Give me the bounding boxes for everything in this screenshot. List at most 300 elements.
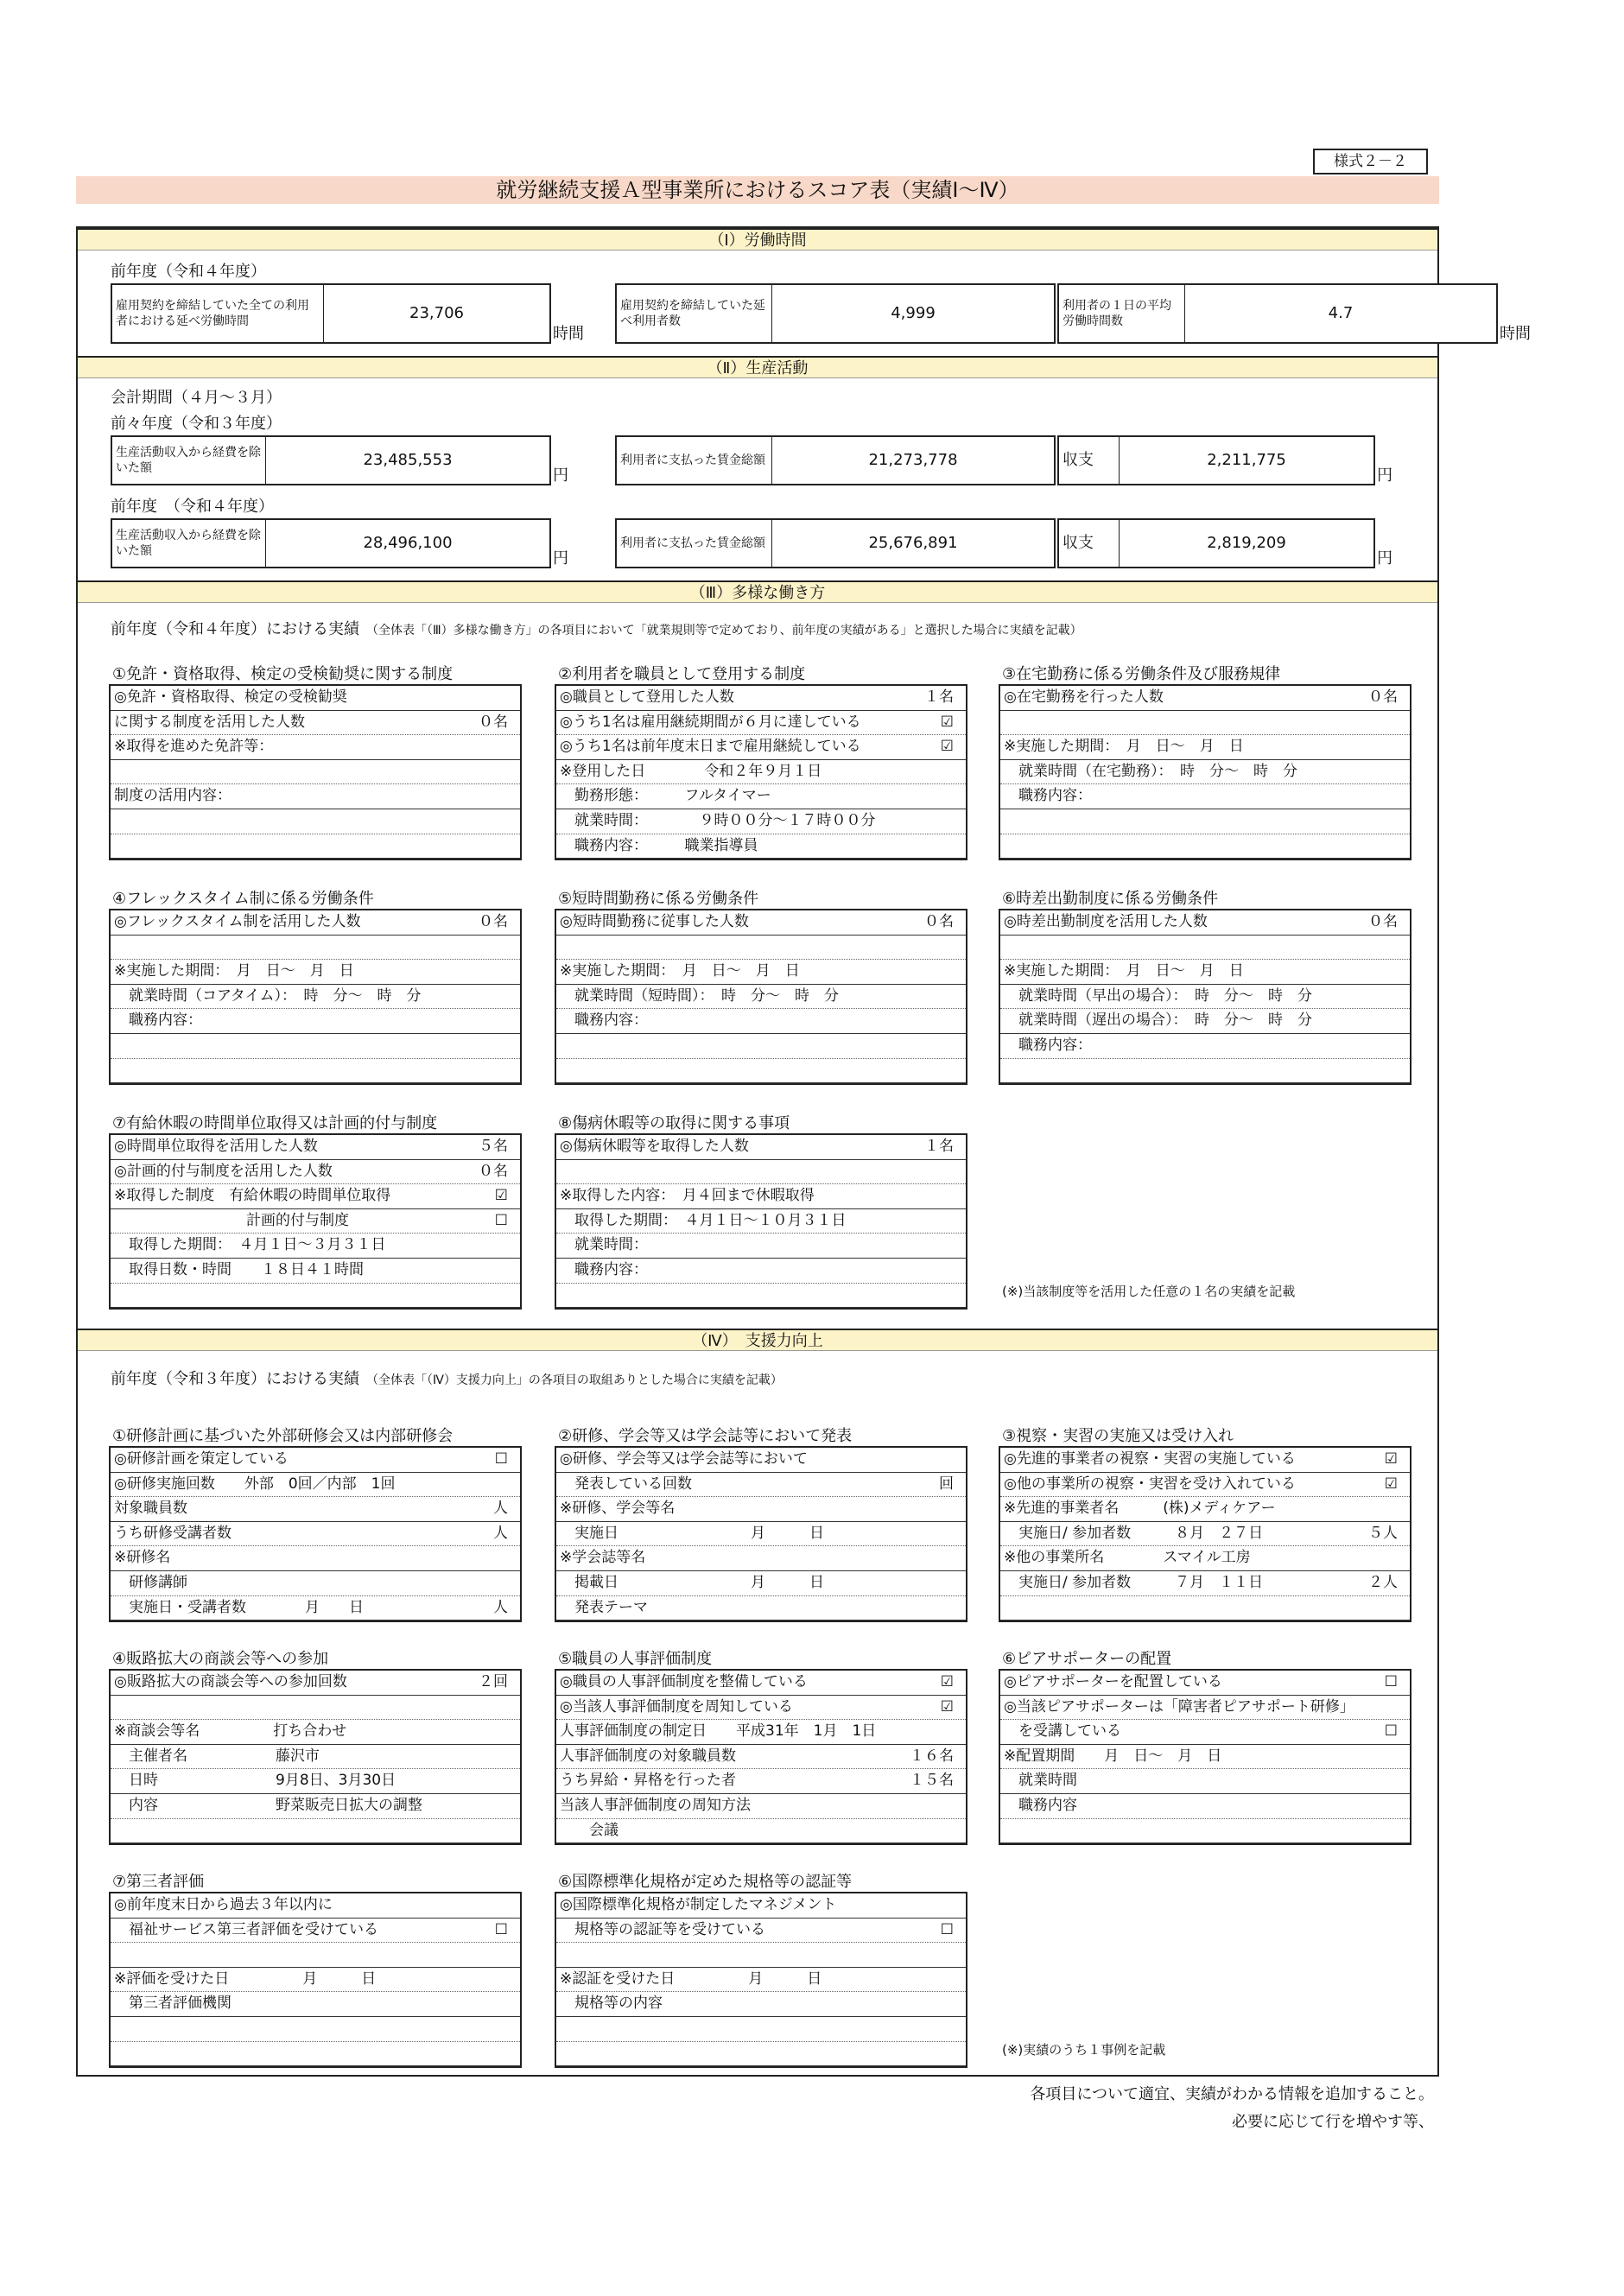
block-row-value: ☐: [1384, 1722, 1398, 1741]
footer-line-2: 必要に応じて行を増やす等、: [1232, 2113, 1434, 2131]
block-row: [1000, 1571, 1410, 1596]
unit-label: 円: [553, 466, 568, 485]
block-row-text: 就業時間：: [560, 1236, 648, 1254]
block-row-text: 人事評価制度の制定日 平成31年 1月 1日: [560, 1722, 877, 1741]
block-row-text: ◎うち1名は前年度末日まで雇用継続している: [560, 738, 861, 756]
block-title: ⑦第三者評価: [112, 1873, 205, 1891]
block-row: [111, 1009, 520, 1034]
value-box-value: 4,999: [891, 304, 936, 322]
block-row: [1000, 910, 1410, 936]
block-row-value: ０名: [479, 713, 508, 731]
block-row-text: ※評価を受けた日 月 日: [114, 1969, 377, 1988]
block-row-text: ◎職員として登用した人数: [560, 688, 734, 706]
value-box-value: 21,273,778: [868, 451, 958, 469]
block-row-value: ☑: [940, 1673, 954, 1690]
block-row-text: ※取得した制度 有給休暇の時間単位取得: [114, 1187, 391, 1205]
block-row: [556, 1522, 966, 1547]
block-row-value: ☐: [1384, 1673, 1398, 1690]
value-box-label: 雇用契約を締結していた全ての利用者における延べ労働時間: [112, 285, 324, 342]
block-row-text: ※学会誌等名: [560, 1549, 646, 1567]
block-row: [1000, 1497, 1410, 1522]
block-row-text: 取得した期間： ４月１日～３月３１日: [114, 1236, 386, 1254]
block-row-text: 日時 9月8日、3月30日: [114, 1772, 396, 1790]
block-row-text: うち昇給・昇格を行った者: [560, 1772, 736, 1790]
block-row: [111, 936, 520, 961]
block-row: [1000, 1473, 1410, 1498]
block-row: [556, 1135, 966, 1160]
block-row-value: ２回: [479, 1673, 508, 1690]
block-row: [111, 1893, 520, 1919]
block-row: [111, 1135, 520, 1160]
block-row: [556, 735, 966, 760]
block-title: ①免許・資格取得、検定の受検勧奨に関する制度: [112, 665, 454, 683]
block-row: [556, 910, 966, 936]
block-row-text: 職務内容：: [1004, 1037, 1092, 1054]
block-row: [1000, 1794, 1410, 1819]
block-row: [556, 686, 966, 711]
block-row-text: ◎研修、学会等又は学会誌等において: [560, 1450, 808, 1468]
block-row-text: 当該人事評価制度の周知方法: [560, 1797, 751, 1814]
block-row-text: ※実施した期間： 月 日～ 月 日: [1004, 962, 1244, 980]
block-row-value: ☑: [940, 738, 954, 756]
block-row-text: ◎フレックスタイム制を活用した人数: [114, 913, 361, 930]
block-row-value: ５名: [479, 1138, 508, 1155]
block-row: [556, 1034, 966, 1059]
value-box-value: 23,485,553: [363, 451, 453, 469]
block-row-text: ◎他の事業所の視察・実習を受け入れている: [1004, 1475, 1296, 1493]
block-row: [556, 2017, 966, 2042]
block-box: [555, 1669, 967, 1845]
block-row: [1000, 1745, 1410, 1770]
page-title: 就労継続支援Ａ型事業所におけるスコア表（実績Ⅰ～Ⅳ）: [76, 176, 1439, 204]
block-row: [1000, 1696, 1410, 1721]
block-row-text: 就業時間（在宅勤務）： 時 分～ 時 分: [1004, 762, 1297, 780]
block-row-text: ◎短時間勤務に従事した人数: [560, 913, 749, 930]
block-row: [1000, 760, 1410, 785]
block-row-text: ※商談会等名 打ち合わせ: [114, 1722, 347, 1741]
block-row-value: １５名: [910, 1772, 954, 1790]
block-row: [556, 711, 966, 736]
s2-year-1-label: 前々年度（令和３年度）: [111, 415, 282, 433]
section-header-support-capacity: （Ⅳ） 支援力向上: [78, 1329, 1437, 1351]
block-row: [556, 760, 966, 785]
value-box-value: 23,706: [409, 304, 464, 322]
value-box-value: 28,496,100: [363, 534, 453, 552]
block-row-text: ◎先進的事業者の視察・実習の実施している: [1004, 1450, 1296, 1468]
block-row-text: ◎研修実施回数 外部 0回／内部 1回: [114, 1475, 396, 1493]
block-row: [111, 1720, 520, 1745]
unit-label: 時間: [553, 325, 584, 343]
block-row-text: に関する制度を活用した人数: [114, 713, 305, 731]
block-row-value: ０名: [924, 913, 954, 930]
block-row-text: 就業時間（コアタイム）： 時 分～ 時 分: [114, 986, 422, 1005]
value-box: [1057, 435, 1375, 485]
block-row-text: 取得した期間： ４月１日～１０月３１日: [560, 1211, 847, 1229]
block-row: [1000, 1059, 1410, 1084]
block-row: [111, 1992, 520, 2017]
block-row: [111, 1209, 520, 1234]
block-row-value: １名: [924, 1138, 954, 1155]
block-row: [556, 1284, 966, 1309]
block-row: [111, 834, 520, 859]
block-row-text: 発表している回数: [560, 1475, 692, 1493]
block-row: [556, 1059, 966, 1084]
block-row: [556, 1160, 966, 1185]
block-row: [556, 1596, 966, 1621]
block-box: [999, 1446, 1411, 1622]
block-row: [111, 760, 520, 785]
block-row: [556, 1943, 966, 1968]
block-row: [1000, 1546, 1410, 1571]
block-row-text: ※研修、学会等名: [560, 1500, 676, 1518]
block-box: [999, 684, 1411, 860]
block-row-text: ◎職員の人事評価制度を整備している: [560, 1673, 808, 1690]
block-row-text: 職務内容：: [114, 1012, 202, 1030]
unit-label: 円: [1377, 466, 1392, 485]
block-row-text: を受講している: [1004, 1722, 1121, 1741]
block-row-text: 掲載日 月 日: [560, 1574, 824, 1591]
block-row: [1000, 1034, 1410, 1059]
block-row: [111, 735, 520, 760]
block-row: [556, 1184, 966, 1209]
block-row-text: 規格等の認証等を受けている: [560, 1920, 765, 1938]
block-box: [109, 1892, 522, 2068]
block-row-value: ☑: [940, 713, 954, 731]
value-box: [111, 518, 551, 568]
block-row-text: ◎傷病休暇等を取得した人数: [560, 1138, 749, 1155]
value-box-value: 4.7: [1328, 304, 1354, 322]
block-row-text: 職務内容：: [560, 1012, 648, 1030]
block-row-text: ◎計画的付与制度を活用した人数: [114, 1162, 333, 1180]
block-row: [556, 1209, 966, 1234]
block-title: ⑧傷病休暇等の取得に関する事項: [558, 1114, 790, 1132]
block-title: ⑤職員の人事評価制度: [558, 1650, 713, 1668]
block-row-text: 研修講師: [114, 1574, 187, 1591]
block-row-value: ☐: [494, 1211, 508, 1229]
block-row: [111, 1034, 520, 1059]
block-row: [111, 1794, 520, 1819]
block-row: [1000, 960, 1410, 985]
block-row-value: ☑: [494, 1187, 508, 1205]
block-row: [111, 910, 520, 936]
value-box-label: 利用者に支払った賃金総額: [617, 520, 772, 567]
block-row-text: 就業時間: [1004, 1772, 1077, 1790]
block-row-text: 実施日/ 参加者数 ７月 １１日: [1004, 1574, 1264, 1591]
block-row-text: ※先進的事業者名 (株)メディケアー: [1004, 1500, 1276, 1518]
block-row: [556, 2042, 966, 2067]
value-box-label: 収支: [1059, 437, 1120, 484]
block-box: [109, 684, 522, 860]
block-row-text: 規格等の内容: [560, 1995, 663, 2013]
block-row: [556, 1919, 966, 1944]
block-row: [111, 1546, 520, 1571]
value-box-label: 利用者に支払った賃金総額: [617, 437, 772, 484]
value-box: [615, 435, 1056, 485]
block-row-text: 就業時間（早出の場合）： 時 分～ 時 分: [1004, 986, 1312, 1005]
block-row-text: ◎当該ピアサポーターは「障害者ピアサポート研修」: [1004, 1697, 1354, 1716]
block-row-text: ◎国際標準化規格が制定したマネジメント: [560, 1896, 837, 1913]
block-box: [109, 1446, 522, 1622]
block-row-text: ◎免許・資格取得、検定の受検勧奨: [114, 688, 347, 706]
block-row: [556, 1259, 966, 1284]
block-row-text: 職務内容： 職業指導員: [560, 836, 758, 854]
block-title: ②研修、学会等又は学会誌等において発表: [558, 1427, 853, 1445]
block-row-text: ◎前年度末日から過去３年以内に: [114, 1896, 333, 1913]
block-row-value: 人: [493, 1598, 508, 1616]
block-row: [556, 1473, 966, 1498]
block-row: [556, 1893, 966, 1919]
block-row-text: ◎研修計画を策定している: [114, 1450, 289, 1468]
value-box-label: 雇用契約を締結していた延べ利用者数: [617, 285, 772, 342]
block-row: [111, 1284, 520, 1309]
block-row: [1000, 1720, 1410, 1745]
section-header-diverse-work: （Ⅲ）多様な働き方: [78, 580, 1437, 603]
block-row-text: ◎時間単位取得を活用した人数: [114, 1138, 318, 1155]
block-row-text: 制度の活用内容：: [114, 787, 232, 805]
s2-year-2-label: 前年度 （令和４年度）: [111, 498, 274, 516]
block-row: [111, 960, 520, 985]
block-row: [111, 1059, 520, 1084]
block-row: [111, 686, 520, 711]
block-row: [1000, 1671, 1410, 1696]
value-box-label: 生産活動収入から経費を除いた額: [112, 437, 266, 484]
block-title: ④フレックスタイム制に係る労働条件: [112, 890, 374, 908]
block-row-value: 回: [939, 1475, 954, 1493]
block-box: [555, 684, 967, 860]
block-row: [111, 1234, 520, 1259]
block-row-text: 就業時間（短時間）： 時 分～ 時 分: [560, 986, 839, 1005]
block-row: [111, 1671, 520, 1696]
block-row-text: 実施日/ 参加者数 ８月 ２７日: [1004, 1524, 1264, 1542]
block-row-value: ☐: [494, 1920, 508, 1938]
value-box-label: 収支: [1059, 520, 1120, 567]
block-row-value: ０名: [479, 1162, 508, 1180]
block-row-text: ◎ピアサポーターを配置している: [1004, 1673, 1222, 1690]
block-row-text: 実施日・受講者数 月 日: [114, 1598, 364, 1616]
block-row: [1000, 834, 1410, 859]
value-box-value: 2,819,209: [1207, 534, 1286, 552]
block-row: [111, 1522, 520, 1547]
block-row: [1000, 686, 1410, 711]
s2-period-label: 会計期間（４月～３月）: [111, 389, 282, 407]
block-row-text: ※他の事業所名 スマイル工房: [1004, 1549, 1251, 1567]
block-row: [556, 960, 966, 985]
block-row: [1000, 1769, 1410, 1794]
block-row: [111, 1448, 520, 1473]
block-row-value: ☑: [1384, 1450, 1398, 1468]
block-row: [556, 1720, 966, 1745]
block-row: [1000, 1009, 1410, 1034]
block-row: [1000, 809, 1410, 834]
s3-footnote: (※)当該制度等を活用した任意の１名の実績を記載: [1002, 1284, 1296, 1299]
block-row: [111, 784, 520, 809]
block-row-text: ◎在宅勤務を行った人数: [1004, 688, 1164, 706]
block-row: [111, 1943, 520, 1968]
value-box: [1057, 283, 1498, 344]
block-row-value: ☑: [940, 1697, 954, 1716]
s1-year-label: 前年度（令和４年度）: [111, 263, 266, 281]
block-row-value: ０名: [479, 913, 508, 930]
block-title: ⑤短時間勤務に係る労働条件: [558, 890, 759, 908]
block-row-text: ※認証を受けた日 月 日: [560, 1969, 822, 1988]
block-row: [111, 2042, 520, 2067]
block-row: [556, 1448, 966, 1473]
block-row-text: 主催者名 藤沢市: [114, 1747, 320, 1765]
block-row-value: ０名: [1368, 913, 1398, 930]
block-row: [556, 1696, 966, 1721]
block-row-text: 取得日数・時間 １８日４１時間: [114, 1261, 364, 1278]
block-row: [111, 1819, 520, 1844]
block-row: [1000, 711, 1410, 736]
block-row: [556, 784, 966, 809]
block-row: [556, 936, 966, 961]
block-row-text: 就業時間： ９時００分～１７時００分: [560, 812, 876, 829]
block-row: [111, 2017, 520, 2042]
block-row-text: 第三者評価機関: [114, 1995, 232, 2013]
block-row-value: ☐: [494, 1450, 508, 1468]
block-row: [111, 1696, 520, 1721]
block-row: [111, 1745, 520, 1770]
block-title: ⑥国際標準化規格が定めた規格等の認証等: [558, 1873, 853, 1891]
block-row-value: ☑: [1384, 1475, 1398, 1493]
block-row: [111, 1968, 520, 1993]
block-row-text: 職務内容：: [1004, 787, 1092, 805]
block-row: [111, 1769, 520, 1794]
block-row-value: ５人: [1368, 1524, 1398, 1542]
block-row: [111, 1184, 520, 1209]
block-row: [556, 1992, 966, 2017]
block-row-text: ◎うち1名は雇用継続期間が６月に達している: [560, 713, 861, 731]
block-row: [1000, 735, 1410, 760]
block-row-text: ◎当該人事評価制度を周知している: [560, 1697, 793, 1716]
block-row-text: 就業時間（遅出の場合）： 時 分～ 時 分: [1004, 1012, 1312, 1030]
value-box: [1057, 518, 1375, 568]
block-title: ④販路拡大の商談会等への参加: [112, 1650, 329, 1668]
block-row-text: 勤務形態： フルタイマー: [560, 787, 771, 805]
block-row: [556, 809, 966, 834]
value-box-label: 生産活動収入から経費を除いた額: [112, 520, 266, 567]
block-row-text: ※実施した期間： 月 日～ 月 日: [1004, 738, 1244, 756]
block-box: [999, 909, 1411, 1085]
block-row: [1000, 784, 1410, 809]
block-row: [556, 1819, 966, 1844]
block-row: [111, 1571, 520, 1596]
block-row-text: 人事評価制度の対象職員数: [560, 1747, 736, 1765]
block-title: ①研修計画に基づいた外部研修会又は内部研修会: [112, 1427, 454, 1445]
block-row-text: 対象職員数: [114, 1500, 187, 1518]
block-row-value: ０名: [1368, 688, 1398, 706]
block-row-text: ◎販路拡大の商談会等への参加回数: [114, 1673, 347, 1690]
block-row-value: ２人: [1368, 1574, 1398, 1591]
block-box: [555, 1892, 967, 2068]
unit-label: 時間: [1500, 325, 1531, 343]
section-header-production: （Ⅱ）生産活動: [78, 356, 1437, 378]
value-box: [111, 435, 551, 485]
block-row: [556, 1497, 966, 1522]
footer-line-1: 各項目について適宜、実績がわかる情報を追加すること。: [1030, 2085, 1434, 2103]
block-box: [109, 1669, 522, 1845]
block-row: [111, 1919, 520, 1944]
block-row: [1000, 985, 1410, 1010]
value-box-label: 利用者の１日の平均労働時間数: [1059, 285, 1185, 342]
block-row: [556, 985, 966, 1010]
block-row-value: 人: [493, 1524, 508, 1542]
block-row: [111, 1596, 520, 1621]
block-row: [1000, 1522, 1410, 1547]
block-row-text: 福祉サービス第三者評価を受けている: [114, 1920, 378, 1938]
block-row-text: ※登用した日 令和２年９月１日: [560, 762, 822, 780]
block-row: [111, 711, 520, 736]
block-row: [556, 1769, 966, 1794]
block-box: [999, 1669, 1411, 1845]
block-row-text: 実施日 月 日: [560, 1524, 824, 1542]
block-row-text: ※取得した内容： 月４回まで休暇取得: [560, 1187, 815, 1205]
block-title: ⑦有給休暇の時間単位取得又は計画的付与制度: [112, 1114, 438, 1132]
block-row: [111, 1497, 520, 1522]
block-row: [111, 1160, 520, 1185]
block-row-text: 内容 野菜販売日拡大の調整: [114, 1797, 422, 1814]
block-row: [556, 1745, 966, 1770]
value-box-value: 25,676,891: [868, 534, 958, 552]
block-row-text: ※実施した期間： 月 日～ 月 日: [114, 962, 354, 980]
block-row-value: １名: [924, 688, 954, 706]
block-title: ⑥ピアサポーターの配置: [1002, 1650, 1172, 1668]
s4-intro: 前年度（令和３年度）における実績 （全体表「（Ⅳ）支援力向上」の各項目の取組ありとした場合に実績を記載）: [111, 1370, 783, 1388]
block-row: [111, 985, 520, 1010]
block-row: [1000, 1596, 1410, 1621]
block-row-text: ※取得を進めた免許等：: [114, 738, 274, 756]
block-row-text: ◎時差出勤制度を活用した人数: [1004, 913, 1208, 930]
block-row: [111, 809, 520, 834]
block-row-value: 人: [493, 1500, 508, 1518]
unit-label: 円: [553, 549, 568, 568]
s3-intro: 前年度（令和４年度）における実績 （全体表「（Ⅲ）多様な働き方」の各項目において「就業規則等で定めており、前年度の実績がある」と選択した場合に実績を記載）: [111, 620, 1082, 638]
block-row: [1000, 1819, 1410, 1844]
block-row: [1000, 936, 1410, 961]
block-row-value: １６名: [910, 1747, 954, 1765]
block-row-text: ※研修名: [114, 1549, 171, 1567]
block-row: [111, 1259, 520, 1284]
block-title: ③在宅勤務に係る労働条件及び服務規律: [1002, 665, 1281, 683]
block-box: [109, 909, 522, 1085]
form-number: 様式２－２: [1313, 149, 1428, 174]
value-box: [615, 283, 1056, 344]
block-title: ⑥時差出勤制度に係る労働条件: [1002, 890, 1219, 908]
block-row: [556, 834, 966, 859]
block-row: [556, 1794, 966, 1819]
unit-label: 円: [1377, 549, 1392, 568]
value-box-value: 2,211,775: [1207, 451, 1286, 469]
block-row: [556, 1968, 966, 1993]
block-row-text: 発表テーマ: [560, 1598, 648, 1616]
block-row: [556, 1671, 966, 1696]
block-row: [1000, 1448, 1410, 1473]
value-box: [111, 283, 551, 344]
block-box: [109, 1133, 522, 1310]
block-row-text: ※配置期間 月 日～ 月 日: [1004, 1747, 1222, 1765]
block-title: ②利用者を職員として登用する制度: [558, 665, 806, 683]
block-row-value: ☐: [940, 1920, 954, 1938]
block-box: [555, 1446, 967, 1622]
s4-footnote: (※)実績のうち１事例を記載: [1002, 2042, 1166, 2058]
block-row: [556, 1546, 966, 1571]
block-row-text: 会議: [560, 1821, 619, 1839]
section-header-labor-hours: （Ⅰ）労働時間: [78, 228, 1437, 251]
block-title: ③視察・実習の実施又は受け入れ: [1002, 1427, 1234, 1445]
block-row: [556, 1571, 966, 1596]
block-row-text: 職務内容: [1004, 1797, 1077, 1814]
block-row-text: うち研修受講者数: [114, 1524, 232, 1542]
